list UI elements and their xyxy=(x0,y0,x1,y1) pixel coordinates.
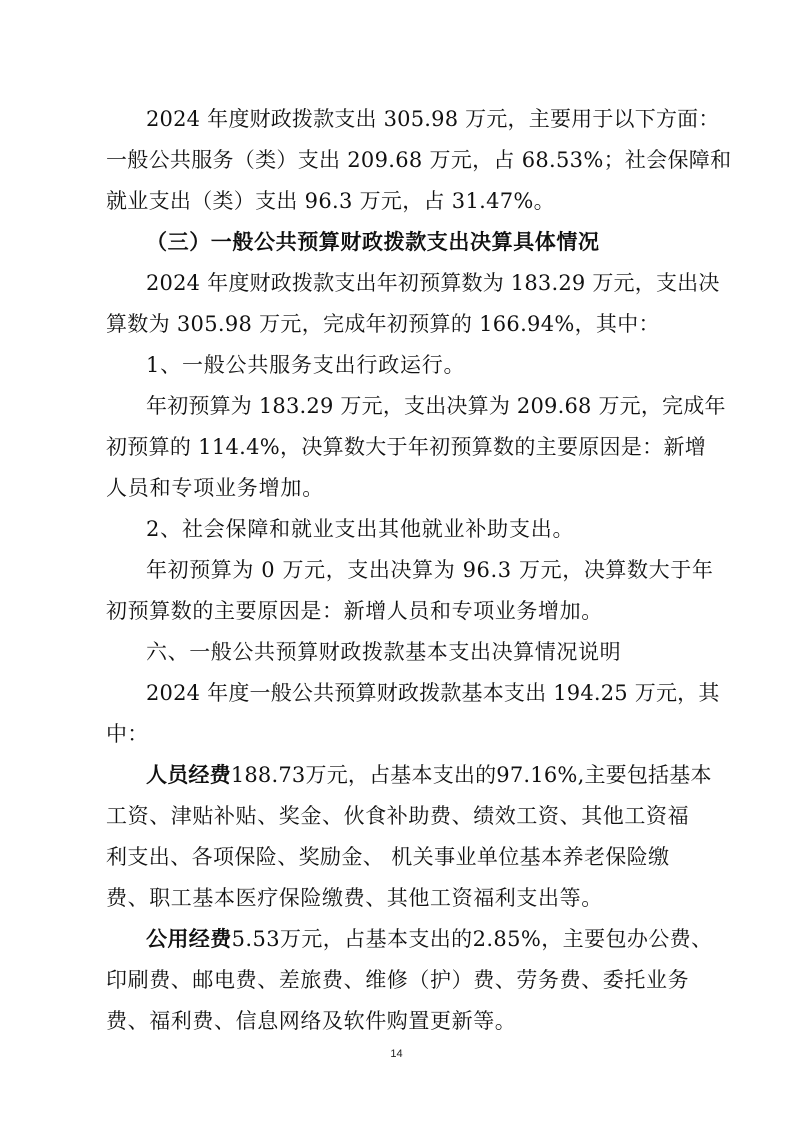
section-heading: 六、一般公共预算财政拨款基本支出决算情况说明 xyxy=(146,640,622,664)
paragraph-line: 年初预算为 0 万元，支出决算为 96.3 万元，决算数大于年 xyxy=(146,558,714,582)
list-item: 1、一般公共服务支出行政运行。 xyxy=(146,353,466,377)
public-expense-line: 公用经费5.53万元，占基本支出的2.85%，主要包办公费、 xyxy=(146,927,713,951)
paragraph-line: 就业支出（类）支出 96.3 万元，占 31.47%。 xyxy=(106,189,555,213)
paragraph-line: 中： xyxy=(106,722,149,746)
personnel-expense-line: 人员经费188.73万元，占基本支出的97.16%,主要包括基本 xyxy=(146,763,712,787)
paragraph-line: 费、职工基本医疗保险缴费、其他工资福利支出等。 xyxy=(106,886,603,910)
section-heading: （三）一般公共预算财政拨款支出决算具体情况 xyxy=(146,230,600,254)
personnel-expense-label: 人员经费 xyxy=(146,763,231,787)
paragraph-line: 初预算的 114.4%，决算数大于年初预算数的主要原因是：新增 xyxy=(106,435,707,459)
public-expense-label: 公用经费 xyxy=(146,927,232,951)
page-number: 14 xyxy=(390,1048,403,1060)
paragraph-line: 印刷费、邮电费、差旅费、维修（护）费、劳务费、委托业务 xyxy=(106,968,690,992)
paragraph-line: 人员和专项业务增加。 xyxy=(106,476,324,500)
list-item: 2、社会保障和就业支出其他就业补助支出。 xyxy=(146,517,575,541)
paragraph-line: 算数为 305.98 万元，完成年初预算的 166.94%，其中： xyxy=(106,312,660,336)
paragraph-line: 2024 年度财政拨款支出年初预算数为 183.29 万元，支出决 xyxy=(146,271,720,295)
paragraph-line: 年初预算为 183.29 万元，支出决算为 209.68 万元，完成年 xyxy=(146,394,726,418)
paragraph-line: 一般公共服务（类）支出 209.68 万元，占 68.53%；社会保障和 xyxy=(106,148,732,172)
paragraph-line: 2024 年度财政拨款支出 305.98 万元，主要用于以下方面： xyxy=(146,107,720,131)
paragraph-line: 初预算数的主要原因是：新增人员和专项业务增加。 xyxy=(106,599,603,623)
paragraph-line: 工资、津贴补贴、奖金、伙食补助费、绩效工资、其他工资福 xyxy=(106,804,690,828)
paragraph-line: 2024 年度一般公共预算财政拨款基本支出 194.25 万元，其 xyxy=(146,681,720,705)
paragraph-line: 费、福利费、信息网络及软件购置更新等。 xyxy=(106,1009,517,1033)
paragraph-line: 利支出、各项保险、奖励金、 机关事业单位基本养老保险缴 xyxy=(106,845,670,869)
